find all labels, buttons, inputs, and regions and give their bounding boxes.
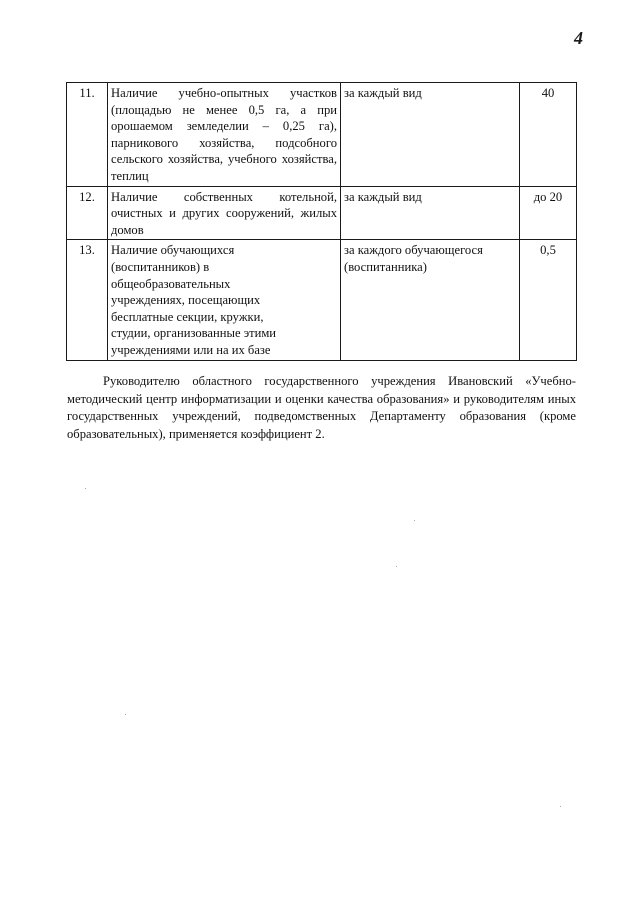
scan-speck <box>125 714 126 715</box>
table-row-11 <box>67 83 577 187</box>
row-points: 0,5 <box>520 240 577 360</box>
scan-speck <box>85 488 86 489</box>
table-row-13 <box>67 240 577 360</box>
criteria-table <box>66 82 577 361</box>
scan-speck <box>396 566 397 567</box>
page-number: 4 <box>574 28 583 48</box>
row-points: 40 <box>520 83 577 187</box>
row-unit: за каждый вид <box>341 186 520 240</box>
row-number: 12. <box>67 186 108 240</box>
row-description: Наличие собственных котельной, очистных и других сооружений, жилых домов <box>108 186 341 240</box>
row-description: Наличие обучающихся (воспитанников) в общеобразовательных учреждениях, посещающих бесплатные секции, кружки, студии, организованные этими учреждениями или на их базе <box>108 240 341 360</box>
footer-paragraph: Руководителю областного государственного учреждения Ивановский «Учебно-методический центр информатизации и оценки качества образования» и руководителям иных государственных учреждений, подведомственных Департаменту образования (кроме образовательных), применяется коэффициент 2. <box>67 374 576 441</box>
row-points: до 20 <box>520 186 577 240</box>
row-unit: за каждого обучающегося (воспитанника) <box>341 240 520 360</box>
row-unit: за каждый вид <box>341 83 520 187</box>
scan-speck <box>414 520 415 521</box>
row-description: Наличие учебно-опытных участков (площадью не менее 0,5 га, а при орошаемом земледелии – 0,25 га), парникового хозяйства, подсобного сельского хозяйства, учебного хозяйства, теплиц <box>108 83 341 187</box>
table-row-12 <box>67 186 577 240</box>
scan-speck <box>560 806 561 807</box>
row-number: 13. <box>67 240 108 360</box>
row-number: 11. <box>67 83 108 187</box>
